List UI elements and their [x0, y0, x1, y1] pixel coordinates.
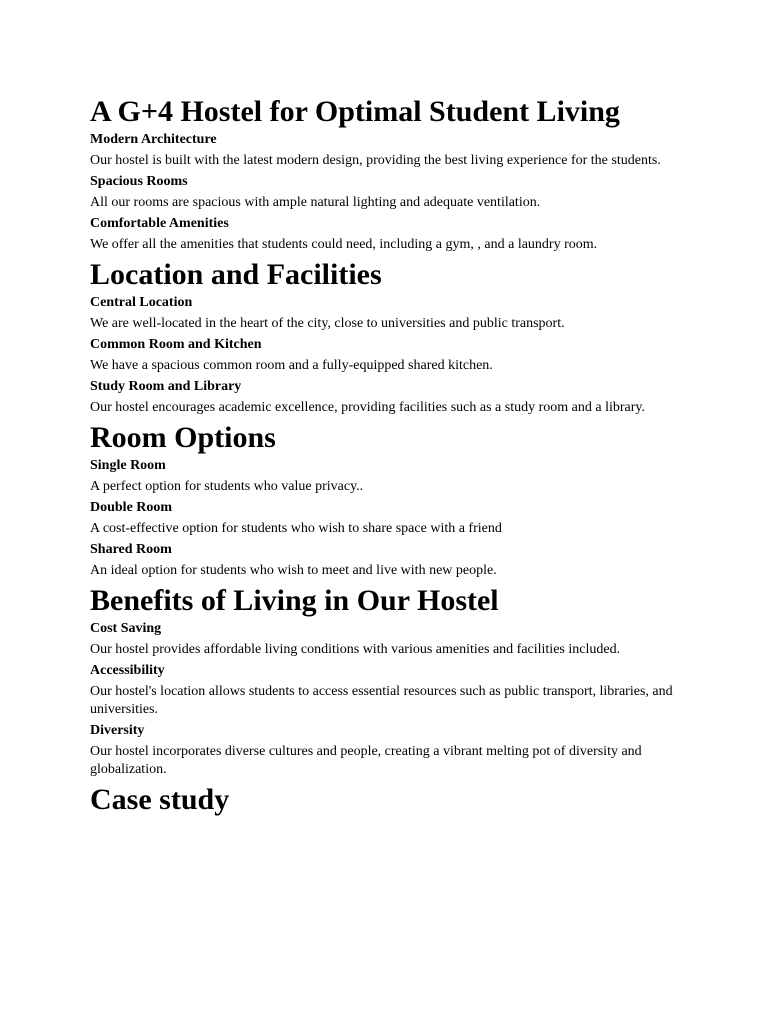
section-hostel-overview: [90, 94, 678, 254]
item-text: A perfect option for students who value privacy..: [90, 479, 364, 494]
item-heading: Shared Room: [90, 542, 172, 557]
item-text: A cost-effective option for students who wish to share space with a friend: [90, 521, 502, 536]
item-heading: Common Room and Kitchen: [90, 337, 262, 352]
section-benefits: [90, 583, 678, 779]
section-location-facilities: [90, 257, 678, 417]
item-text: Our hostel encourages academic excellence, providing facilities such as a study room and a library.: [90, 400, 645, 415]
item-heading: Diversity: [90, 723, 145, 738]
case-study-title: Case study: [90, 783, 230, 816]
section-title: Location and Facilities: [90, 258, 382, 291]
item-text: Our hostel is built with the latest modern design, providing the best living experience for the students.: [90, 153, 661, 168]
item-text: An ideal option for students who wish to meet and live with new people.: [90, 563, 497, 578]
item-text: Our hostel incorporates diverse cultures and people, creating a vibrant melting pot of diversity and globalization.: [90, 744, 642, 777]
section-title: Room Options: [90, 421, 276, 454]
item-text: We have a spacious common room and a fully-equipped shared kitchen.: [90, 358, 493, 373]
item-text: Our hostel's location allows students to access essential resources such as public transport, libraries, and universities.: [90, 684, 673, 717]
section-room-options: [90, 420, 678, 580]
item-heading: Comfortable Amenities: [90, 216, 229, 231]
item-text: We are well-located in the heart of the city, close to universities and public transport.: [90, 316, 565, 331]
item-heading: Modern Architecture: [90, 132, 217, 147]
item-heading: Double Room: [90, 500, 173, 515]
item-text: Our hostel provides affordable living conditions with various amenities and facilities included.: [90, 642, 621, 657]
item-text: We offer all the amenities that students could need, including a gym, , and a laundry room.: [90, 237, 598, 252]
item-heading: Cost Saving: [90, 621, 162, 636]
item-heading: Spacious Rooms: [90, 174, 188, 189]
item-heading: Study Room and Library: [90, 379, 242, 394]
item-text: All our rooms are spacious with ample natural lighting and adequate ventilation.: [90, 195, 541, 210]
section-title: Benefits of Living in Our Hostel: [90, 584, 499, 617]
item-heading: Central Location: [90, 295, 193, 310]
item-heading: Single Room: [90, 458, 166, 473]
item-heading: Accessibility: [90, 663, 165, 678]
section-title: A G+4 Hostel for Optimal Student Living: [90, 95, 620, 128]
